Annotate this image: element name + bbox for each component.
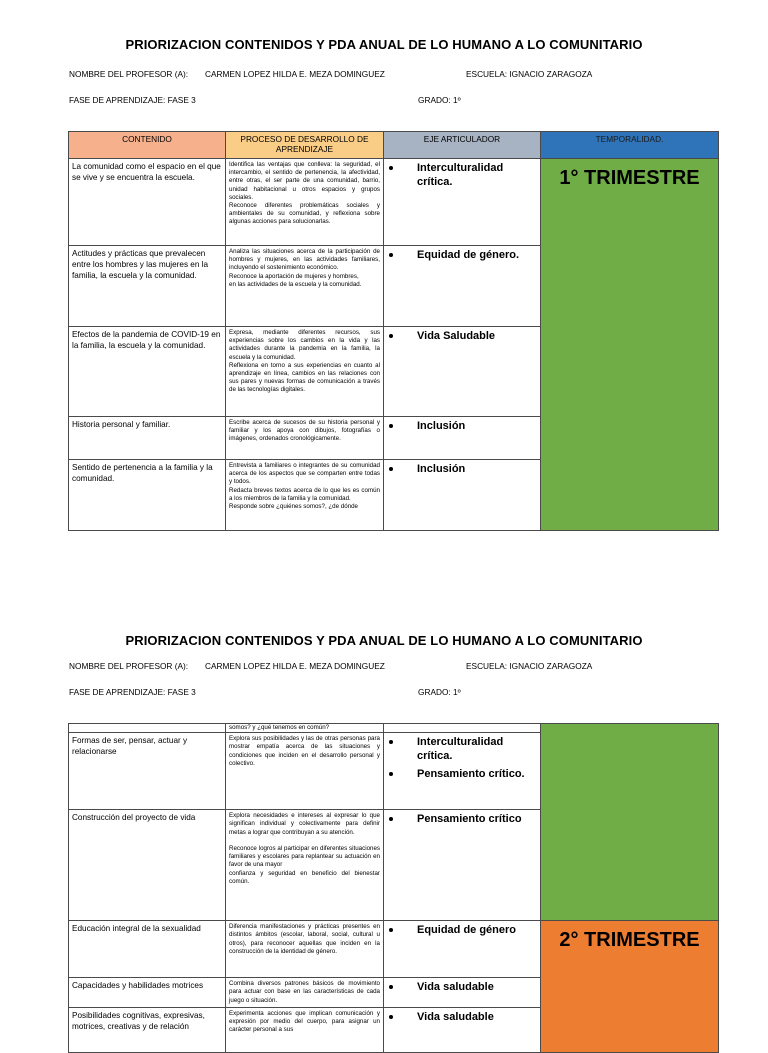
fase-label: FASE DE APRENDIZAJE: FASE 3 [69, 95, 196, 105]
temporalidad-trimestre-1 [541, 159, 719, 531]
proceso-text: confianza y seguridad en beneficio del bienestar común. [229, 869, 380, 885]
contenido-cell: Sentido de pertenencia a la familia y la comunidad. [69, 460, 226, 531]
contenido-cell [69, 724, 226, 733]
grado-label-2: GRADO: 1º [418, 687, 461, 697]
eje-item: Equidad de género. [387, 248, 537, 262]
proceso-text: Reflexiona en torno a sus experiencias en cuanto al aprendizaje en línea, cambios en las relaciones con sus pares y nuevas formas de comunicación a través de las tecnologías digitales. [229, 361, 380, 394]
eje-item: Interculturalidad crítica. [387, 735, 537, 763]
contenido-cell: Actitudes y prácticas que prevalecen entre los hombres y las mujeres en la familia, la escuela y la comunidad. [69, 246, 226, 327]
eje-articulador-cell [384, 159, 541, 246]
trimestre-label: 2° TRIMESTRE [559, 929, 700, 952]
contenido-cell: Posibilidades cognitivas, expresivas, motrices, creativas y de relación [69, 1007, 226, 1052]
temporalidad-green-block [541, 724, 719, 921]
proceso-text: en las actividades de la escuela y la comunidad. [229, 280, 362, 288]
proceso-text: Redacta breves textos acerca de lo que les es común a los miembros de la familia y la comunidad. [229, 486, 380, 502]
eje-list [387, 923, 537, 937]
proceso-text: Reconoce logros al participar en diferentes situaciones familiares y escolares para replantear su actuación en favor de una mayor [229, 845, 380, 869]
eje-cell [384, 724, 541, 733]
eje-list [387, 980, 537, 994]
proceso-cell [226, 159, 384, 246]
header-proceso: PROCESO DE DESARROLLO DE APRENDIZAJE [226, 132, 384, 159]
proceso-text: Identifica las ventajas que conlleva: la seguridad, el intercambio, el sentido de pertenencia, la afectividad, entre otras, el ser parte de una comunidad, barrio, unidad habitacional u otros espacios y grupos sociales. [229, 161, 380, 201]
proceso-cell [226, 810, 384, 921]
eje-articulador-cell [384, 733, 541, 810]
trimestre-label: 1° TRIMESTRE [559, 167, 700, 189]
profesor-label: NOMBRE DEL PROFESOR (A): [69, 69, 189, 79]
proceso-text: Entrevista a familiares o integrantes de su comunidad acerca de los aspectos que se comparten entre todas y todos. [229, 462, 380, 486]
contenido-cell: Formas de ser, pensar, actuar y relacionarse [69, 733, 226, 810]
eje-list [387, 329, 537, 343]
proceso-text: Experimenta acciones que implican comunicación y expresión por medio del cuerpo, para asignar un carácter personal a sus [229, 1009, 380, 1034]
eje-list [387, 248, 537, 262]
contenido-cell: Educación integral de la sexualidad [69, 921, 226, 978]
eje-item: Vida saludable [387, 980, 537, 994]
table-header-row [69, 132, 719, 159]
page2-table [68, 723, 719, 1053]
contenido-cell: Efectos de la pandemia de COVID-19 en la familia, la escuela y la comunidad. [69, 327, 226, 417]
grado-label: GRADO: 1º [418, 95, 461, 105]
eje-list [387, 1010, 537, 1024]
document-title: PRIORIZACION CONTENIDOS Y PDA ANUAL DE LO HUMANO A LO COMUNITARIO [125, 37, 643, 52]
eje-list [387, 735, 537, 781]
proceso-text: Diferencia manifestaciones y prácticas presentes en distintos ámbitos (escolar, laboral, social, cultural u otros), para reconocer aquellas que inciden en la construcción de la identidad de género. [229, 923, 380, 955]
profesor-name-2: CARMEN LOPEZ HILDA E. MEZA DOMINGUEZ [205, 661, 385, 671]
escuela-label-2: ESCUELA: IGNACIO ZARAGOZA [466, 661, 593, 671]
proceso-text: Explora necesidades e intereses al expresar lo que significan individual y colectivamente para definir metas a lograr que contribuyan a su atención. [229, 812, 380, 836]
page1-table [68, 131, 719, 531]
proceso-cell [226, 246, 384, 327]
eje-articulador-cell [384, 246, 541, 327]
profesor-label-2: NOMBRE DEL PROFESOR (A): [69, 661, 189, 671]
proceso-cell [226, 417, 384, 460]
proceso-text [229, 837, 380, 845]
proceso-text: Escribe acerca de sucesos de su historia personal y familiar y los apoya con dibujos, fotografías o imágenes, ordenados cronológicamente. [229, 419, 380, 443]
eje-item: Inclusión [387, 419, 537, 433]
eje-list [387, 462, 537, 476]
contenido-cell: Historia personal y familiar. [69, 417, 226, 460]
document-title-2: PRIORIZACION CONTENIDOS Y PDA ANUAL DE LO HUMANO A LO COMUNITARIO [125, 633, 643, 648]
eje-list [387, 419, 537, 433]
proceso-cell [226, 921, 384, 978]
header-temporalidad: TEMPORALIDAD. [541, 132, 719, 159]
eje-articulador-cell [384, 921, 541, 978]
proceso-cell [226, 978, 384, 1008]
proceso-text: Reconoce la aportación de mujeres y hombres, [229, 272, 359, 280]
eje-articulador-cell [384, 1007, 541, 1052]
profesor-name: CARMEN LOPEZ HILDA E. MEZA DOMINGUEZ [205, 69, 385, 79]
contenido-cell: Construcción del proyecto de vida [69, 810, 226, 921]
table-row [69, 921, 719, 978]
proceso-cell [226, 460, 384, 531]
proceso-text: Combina diversos patrones básicos de movimiento para actuar con base en las características de cada juego o situación. [229, 980, 380, 1004]
proceso-cell [226, 1007, 384, 1052]
escuela-label: ESCUELA: IGNACIO ZARAGOZA [466, 69, 593, 79]
proceso-text: Expresa, mediante diferentes recursos, sus experiencias sobre los cambios en la vida y las actividades durante la pandemia en la familia, la escuela y la comunidad. [229, 329, 380, 361]
proceso-text: Responde sobre ¿quiénes somos?, ¿de dónde [229, 503, 358, 511]
proceso-continuation: somos? y ¿qué tenemos en común? [226, 724, 384, 733]
temporalidad-trimestre-2 [541, 921, 719, 1053]
proceso-text: Analiza las situaciones acerca de la participación de hombres y mujeres, en las actividades familiares, incluyendo el sostenimiento económico. [229, 248, 380, 272]
eje-articulador-cell [384, 810, 541, 921]
contenido-cell: Capacidades y habilidades motrices [69, 978, 226, 1008]
proceso-cell [226, 733, 384, 810]
proceso-text: Reconoce diferentes problemáticas sociales y ambientales de su comunidad, y reflexiona sobre algunas acciones para solucionarlas. [229, 202, 380, 226]
document-page-2 [0, 596, 768, 1034]
eje-item: Equidad de género [387, 923, 537, 937]
eje-articulador-cell [384, 327, 541, 417]
eje-articulador-cell [384, 460, 541, 531]
header-contenido: CONTENIDO [69, 132, 226, 159]
proceso-cell [226, 327, 384, 417]
table-row [69, 724, 719, 733]
eje-item: Pensamiento crítico. [387, 767, 537, 781]
eje-articulador-cell [384, 417, 541, 460]
eje-item: Pensamiento crítico [387, 812, 537, 826]
table-row [69, 159, 719, 246]
eje-item: Inclusión [387, 462, 537, 476]
eje-item: Vida saludable [387, 1010, 537, 1024]
fase-label-2: FASE DE APRENDIZAJE: FASE 3 [69, 687, 196, 697]
proceso-text: Explora sus posibilidades y las de otras personas para mostrar empatía acerca de las situaciones y condiciones que inciden en el desarrollo personal y colectivo. [229, 735, 380, 767]
eje-item: Interculturalidad crítica. [387, 161, 537, 189]
eje-list [387, 812, 537, 826]
eje-list [387, 161, 537, 189]
eje-articulador-cell [384, 978, 541, 1008]
eje-item: Vida Saludable [387, 329, 537, 343]
contenido-cell: La comunidad como el espacio en el que se vive y se encuentra la escuela. [69, 159, 226, 246]
header-eje-articulador: EJE ARTICULADOR [384, 132, 541, 159]
